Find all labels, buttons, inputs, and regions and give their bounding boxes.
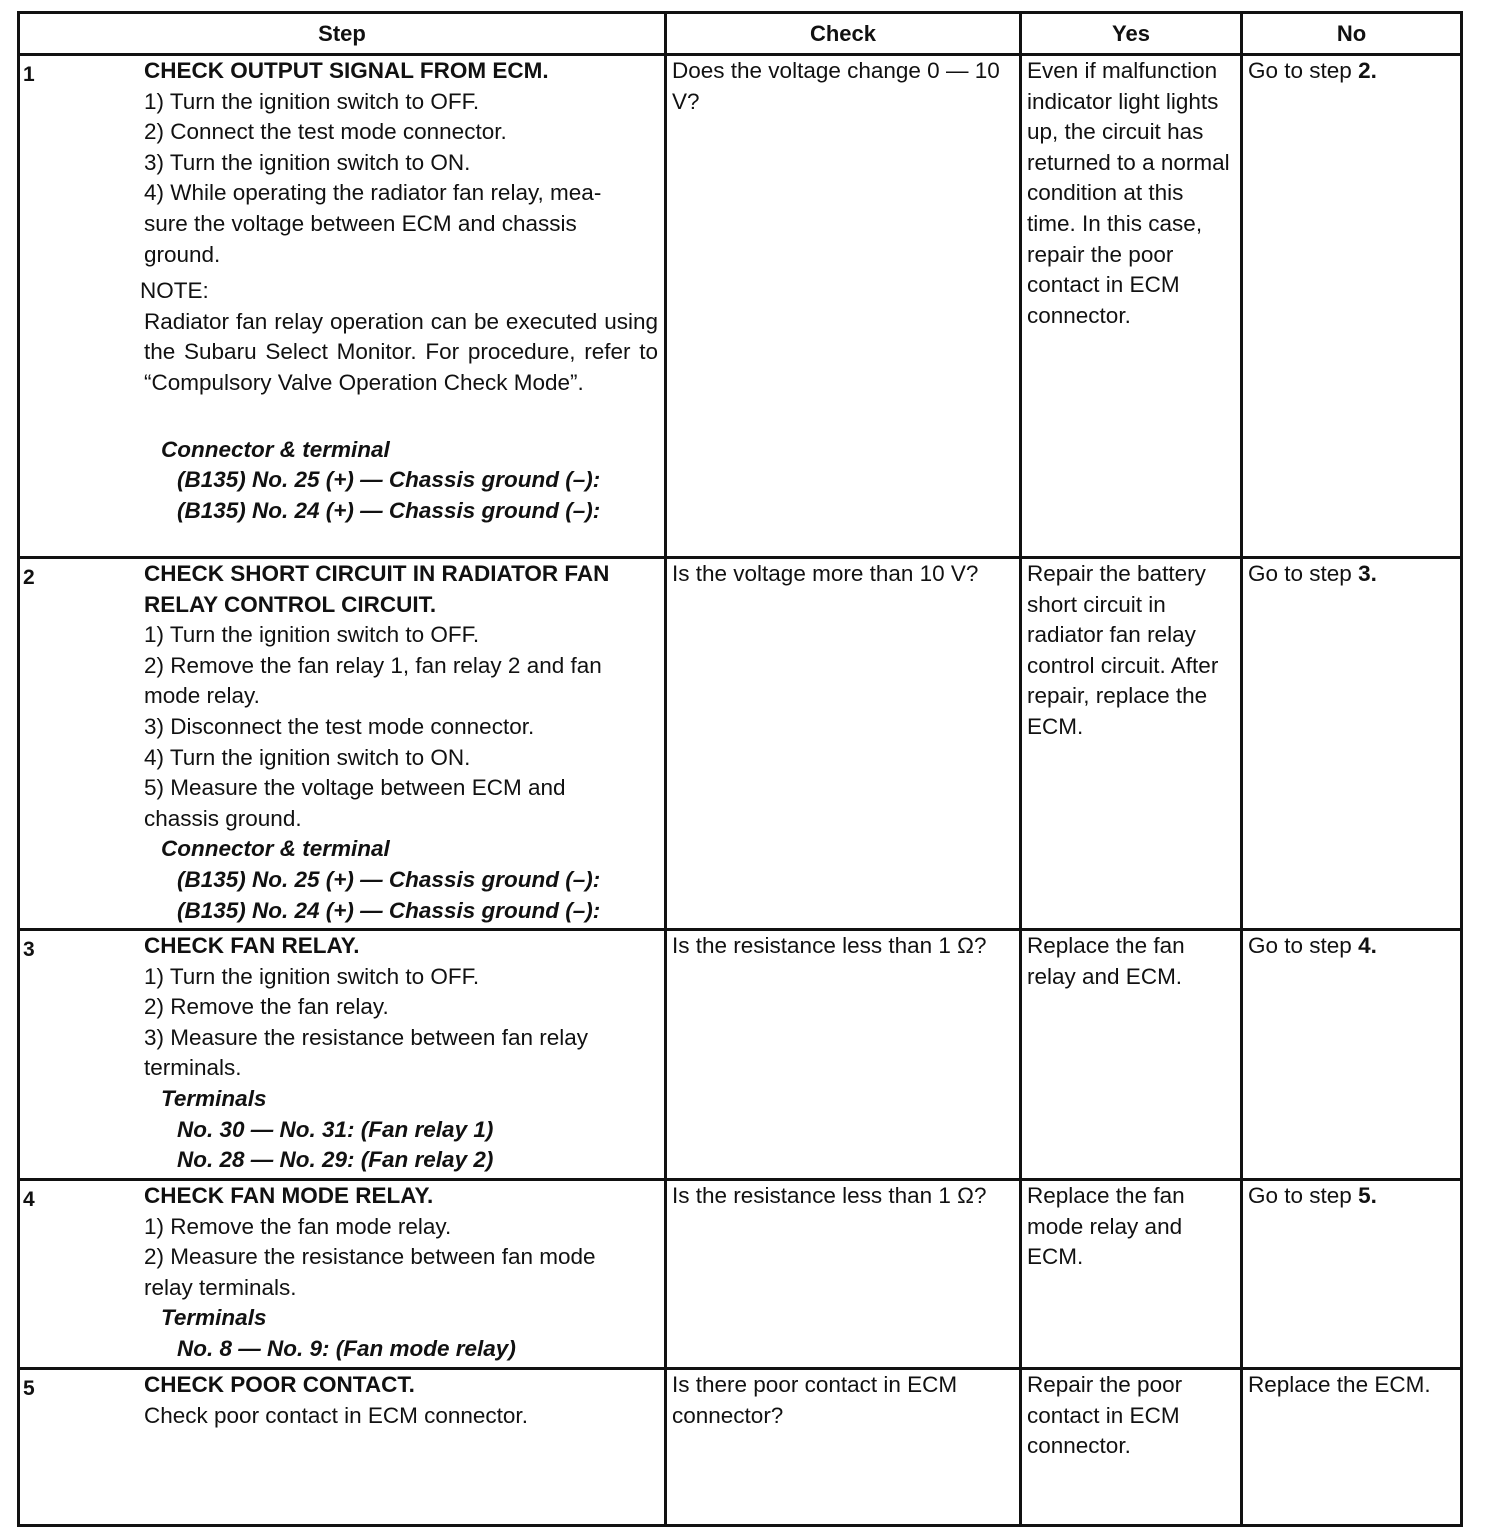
step-item: 4) While operating the radiator fan relay, mea- bbox=[144, 180, 602, 206]
step-item: 1) Turn the ignition switch to OFF. bbox=[144, 963, 480, 989]
step-content bbox=[144, 931, 658, 1176]
step-cell bbox=[20, 559, 664, 928]
spec-line: No. 30 — No. 31: (Fan relay 1) bbox=[177, 1116, 494, 1142]
step-item: 2) Remove the fan relay 1, fan relay 2 and fan bbox=[144, 652, 602, 678]
step-content bbox=[144, 1370, 658, 1431]
no-text: Go to step bbox=[1248, 933, 1359, 958]
step-title: CHECK POOR CONTACT. bbox=[144, 1372, 415, 1397]
no-cell bbox=[1243, 1370, 1460, 1524]
column-divider bbox=[664, 14, 667, 1524]
spec-line: (B135) No. 24 (+) — Chassis ground (–): bbox=[177, 497, 601, 523]
no-cell bbox=[1243, 559, 1460, 928]
diagnostic-table bbox=[17, 11, 1463, 1527]
step-item: 2) Measure the resistance between fan mode bbox=[144, 1244, 596, 1270]
spec-line: No. 8 — No. 9: (Fan mode relay) bbox=[177, 1335, 516, 1361]
step-title: CHECK FAN RELAY. bbox=[144, 933, 360, 958]
step-item: 3) Disconnect the test mode connector. bbox=[144, 713, 535, 739]
no-text: Go to step bbox=[1248, 561, 1359, 586]
step-number: 1 bbox=[23, 63, 35, 86]
yes-cell: Even if malfunction indicator light lights up, the circuit has returned to a normal condition at this time. In this case, repair the poor contact in ECM connector. bbox=[1027, 58, 1230, 328]
no-step-ref: 3 bbox=[1358, 561, 1371, 586]
column-divider bbox=[1019, 14, 1022, 1524]
yes-cell: Replace the fan relay and ECM. bbox=[1027, 933, 1185, 989]
table-row bbox=[20, 559, 1460, 931]
no-step-ref: 2 bbox=[1358, 58, 1371, 83]
spec-heading: Connector & terminal bbox=[161, 436, 390, 462]
no-cell bbox=[1243, 931, 1460, 1178]
step-cell bbox=[20, 1370, 664, 1524]
step-cell bbox=[20, 931, 664, 1178]
spec-heading: Terminals bbox=[161, 1085, 267, 1111]
spec-line: No. 28 — No. 29: (Fan relay 2) bbox=[177, 1147, 494, 1173]
step-item: Check poor contact in ECM connector. bbox=[144, 1402, 528, 1428]
step-item: 1) Turn the ignition switch to OFF. bbox=[144, 622, 480, 648]
step-number: 3 bbox=[23, 938, 35, 961]
step-item: 1) Remove the fan mode relay. bbox=[144, 1213, 452, 1239]
step-number: 2 bbox=[23, 566, 35, 589]
step-item: terminals. bbox=[144, 1055, 242, 1081]
note-label: NOTE: bbox=[140, 278, 209, 304]
table-row bbox=[20, 1370, 1460, 1524]
table-row bbox=[20, 1181, 1460, 1370]
no-suffix: . bbox=[1370, 561, 1377, 586]
step-number: 5 bbox=[23, 1377, 35, 1400]
no-suffix: . bbox=[1370, 933, 1377, 958]
header-no: No bbox=[1336, 20, 1367, 46]
no-step-ref: 5 bbox=[1358, 1183, 1371, 1208]
step-title: CHECK OUTPUT SIGNAL FROM ECM. bbox=[144, 58, 549, 83]
step-item: mode relay. bbox=[144, 683, 260, 709]
check-cell: Is the resistance less than 1 Ω? bbox=[672, 933, 987, 958]
note-text: Radiator fan relay operation can be executed using the Subaru Select Monitor. For procedure, refer to “Compulsory Valve Operation Check Mode”. bbox=[144, 308, 658, 395]
step-item: sure the voltage between ECM and chassis bbox=[144, 210, 577, 236]
step-item: 4) Turn the ignition switch to ON. bbox=[144, 744, 471, 770]
no-step-ref: 4 bbox=[1358, 933, 1371, 958]
spec-line: (B135) No. 25 (+) — Chassis ground (–): bbox=[177, 866, 601, 892]
header-step: Step bbox=[318, 20, 366, 46]
step-cell bbox=[20, 1181, 664, 1367]
header-check: Check bbox=[809, 20, 877, 46]
spec-heading: Connector & terminal bbox=[161, 836, 390, 862]
step-content bbox=[144, 1181, 658, 1365]
step-item: ground. bbox=[144, 241, 221, 267]
step-cell bbox=[20, 56, 664, 556]
header-yes: Yes bbox=[1112, 20, 1150, 46]
column-divider bbox=[1240, 14, 1243, 1524]
step-item: relay terminals. bbox=[144, 1274, 297, 1300]
check-cell: Is there poor contact in ECM connector? bbox=[672, 1372, 958, 1428]
no-suffix: . bbox=[1370, 58, 1377, 83]
step-item: 3) Measure the resistance between fan relay bbox=[144, 1024, 588, 1050]
yes-cell: Repair the poor contact in ECM connector. bbox=[1027, 1372, 1183, 1459]
no-cell bbox=[1243, 1181, 1460, 1367]
step-title: CHECK FAN MODE RELAY. bbox=[144, 1183, 434, 1208]
spec-line: (B135) No. 24 (+) — Chassis ground (–): bbox=[177, 897, 601, 923]
no-text: Go to step bbox=[1248, 1183, 1359, 1208]
step-number: 4 bbox=[23, 1188, 35, 1211]
step-title: CHECK SHORT CIRCUIT IN RADIATOR FAN RELAY CONTROL CIRCUIT. bbox=[144, 561, 610, 617]
yes-cell: Replace the fan mode relay and ECM. bbox=[1027, 1183, 1185, 1270]
header-row bbox=[20, 14, 1460, 56]
spec-line: (B135) No. 25 (+) — Chassis ground (–): bbox=[177, 467, 601, 493]
table-row bbox=[20, 56, 1460, 559]
check-cell: Is the resistance less than 1 Ω? bbox=[672, 1183, 987, 1208]
step-item: 2) Connect the test mode connector. bbox=[144, 119, 507, 145]
no-suffix: . bbox=[1370, 1183, 1377, 1208]
no-cell bbox=[1243, 56, 1460, 556]
yes-cell: Repair the battery short circuit in radiator fan relay control circuit. After repair, replace the ECM. bbox=[1027, 561, 1219, 739]
step-item: 2) Remove the fan relay. bbox=[144, 994, 389, 1020]
step-item: 5) Measure the voltage between ECM and bbox=[144, 775, 566, 801]
table-row bbox=[20, 931, 1460, 1181]
step-item: chassis ground. bbox=[144, 805, 302, 831]
spec-heading: Terminals bbox=[161, 1305, 267, 1331]
step-content bbox=[144, 559, 658, 926]
step-item: 3) Turn the ignition switch to ON. bbox=[144, 149, 471, 175]
check-cell: Is the voltage more than 10 V? bbox=[672, 561, 979, 586]
no-text: Replace the ECM. bbox=[1248, 1372, 1431, 1397]
step-item: 1) Turn the ignition switch to OFF. bbox=[144, 88, 480, 114]
step-content bbox=[140, 56, 658, 526]
no-text: Go to step bbox=[1248, 58, 1359, 83]
check-cell: Does the voltage change 0 — 10 V? bbox=[672, 58, 1000, 114]
